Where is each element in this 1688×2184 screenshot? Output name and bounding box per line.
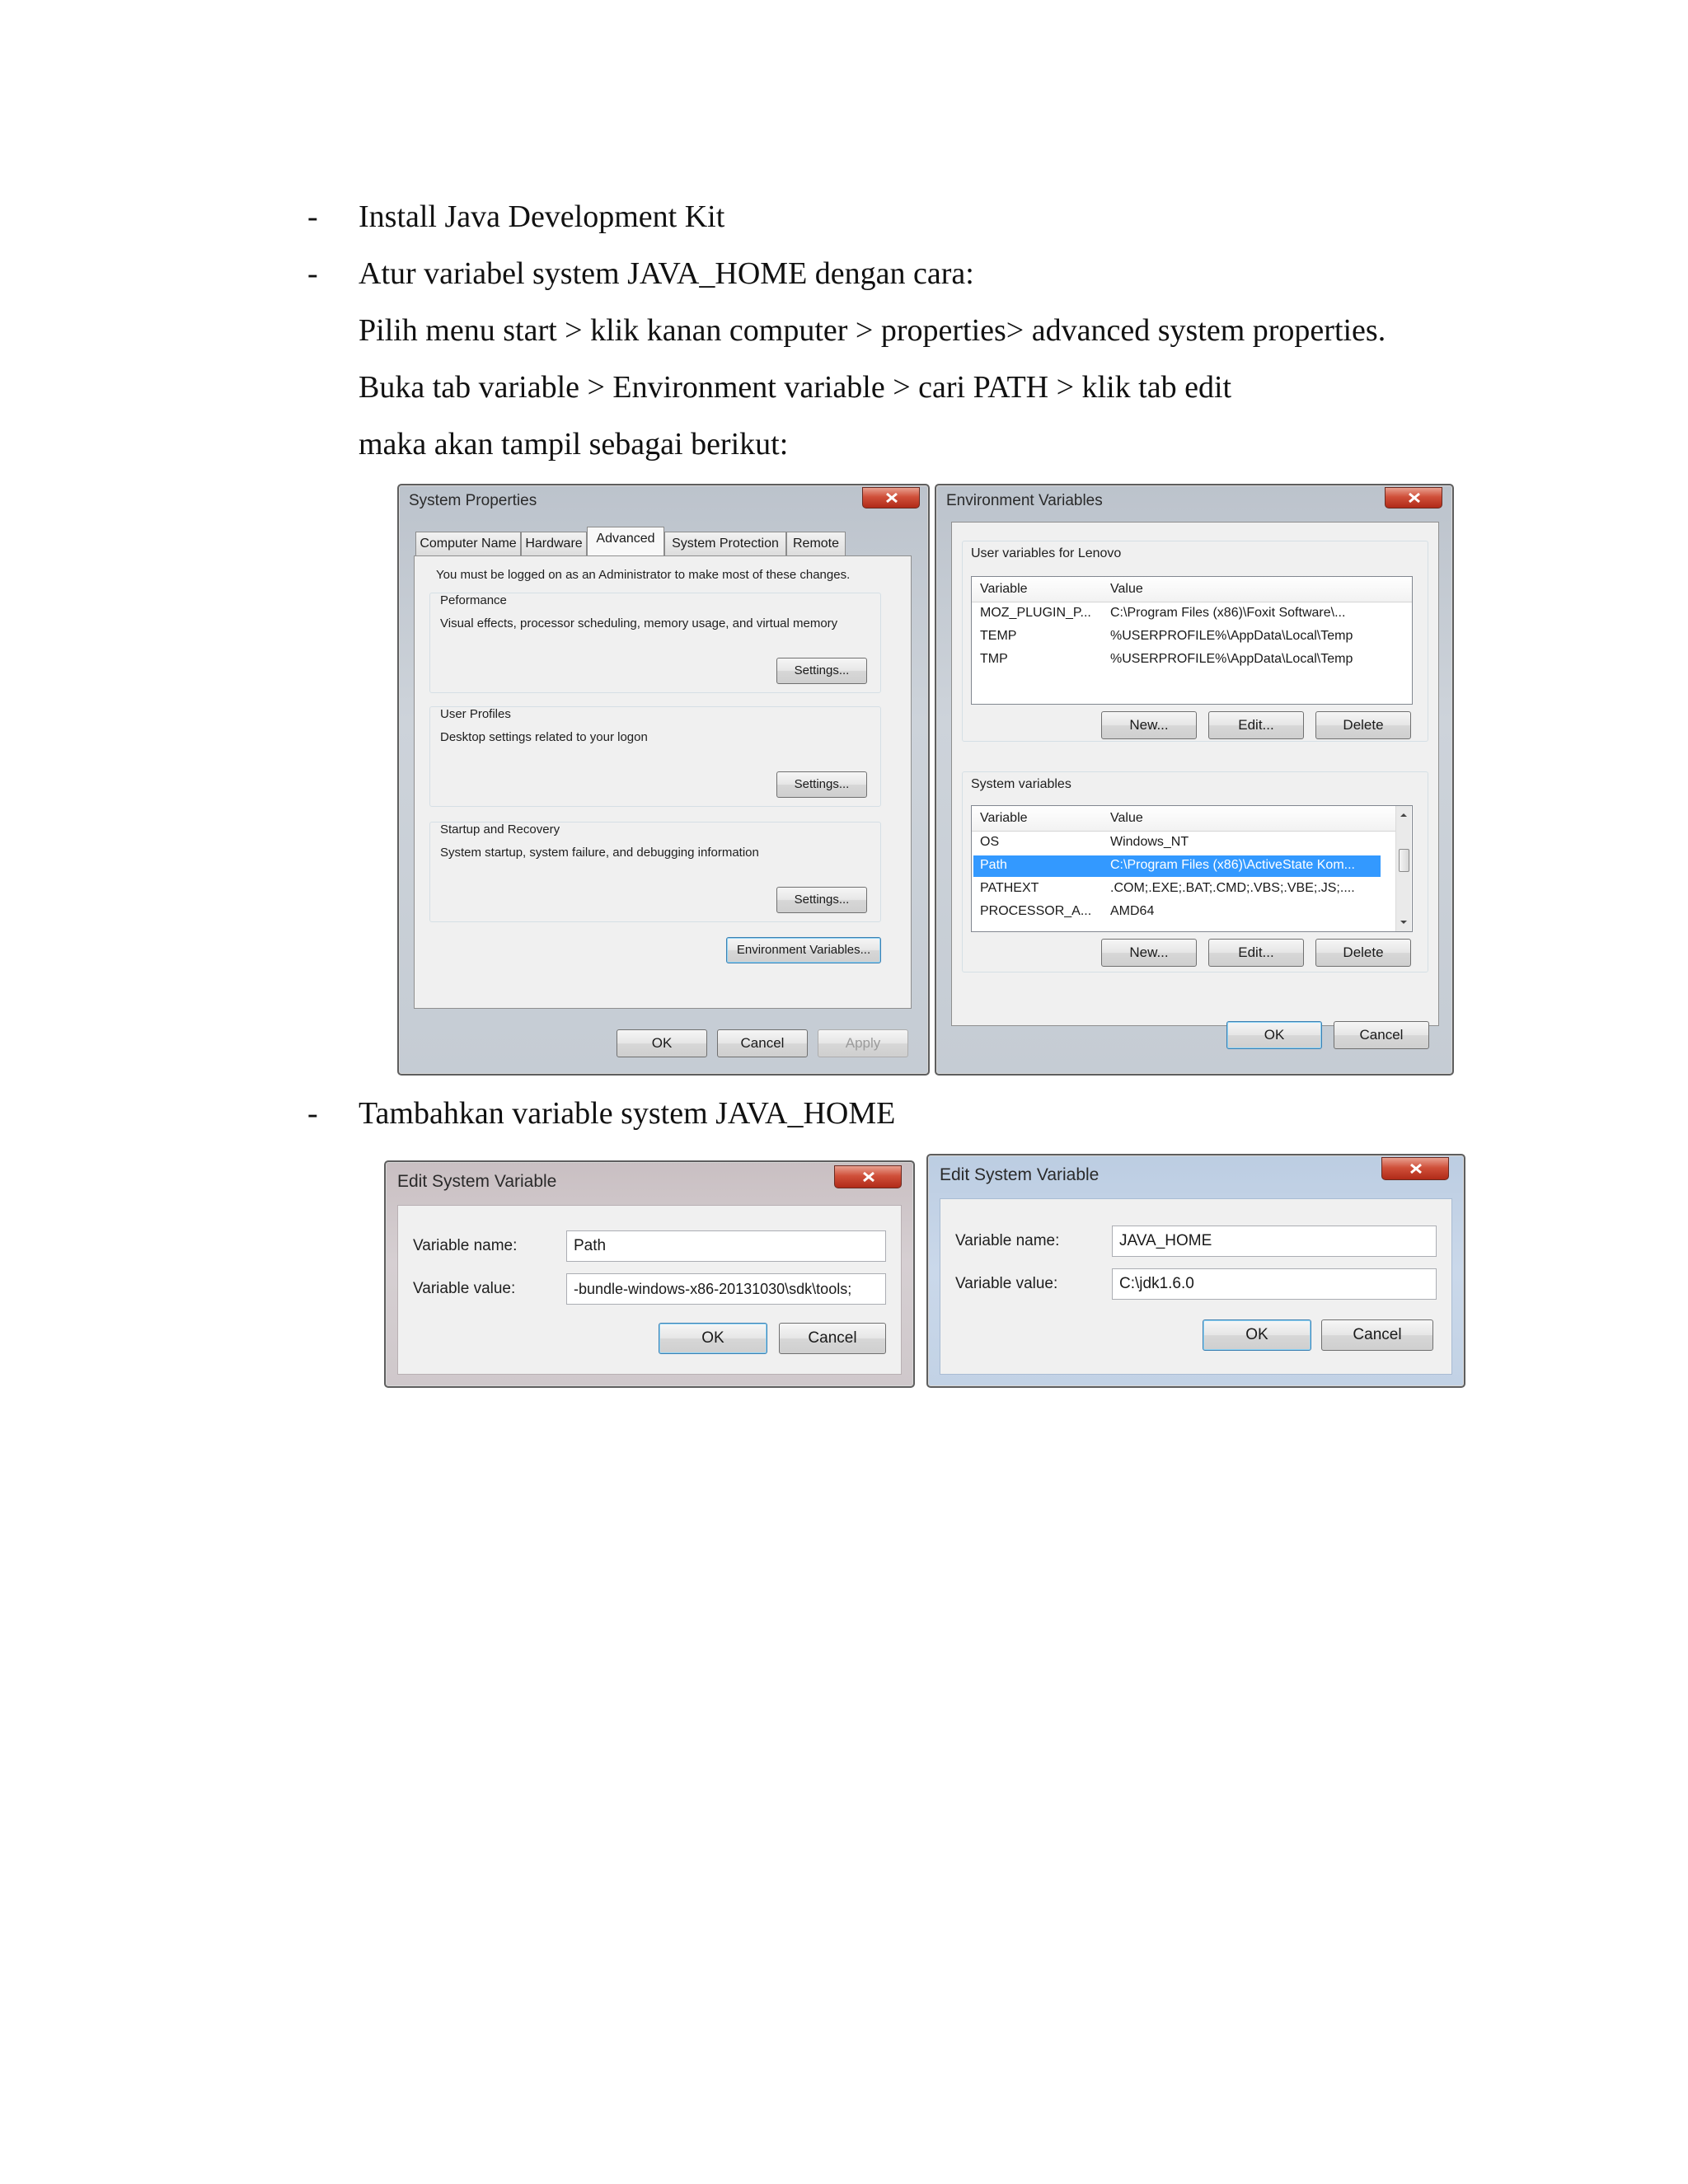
group-title: User variables for Lenovo <box>971 546 1122 560</box>
vertical-scrollbar[interactable] <box>1395 806 1411 931</box>
scroll-down-icon <box>1396 916 1411 928</box>
line-result-intro: maka akan tampil sebagai berikut: <box>359 427 789 462</box>
bullet-dash: - <box>307 256 318 291</box>
variable-value: %USERPROFILE%\AppData\Local\Temp <box>1110 652 1353 666</box>
bullet-dash: - <box>307 1096 318 1131</box>
performance-group <box>429 593 881 693</box>
ok-button[interactable]: OK <box>659 1323 767 1354</box>
environment-variables-button[interactable]: Environment Variables... <box>726 937 881 963</box>
column-header-value[interactable]: Value <box>1110 582 1143 596</box>
line-set-java-home: Atur variabel system JAVA_HOME dengan cara: <box>359 256 974 291</box>
group-title: User Profiles <box>440 707 511 721</box>
line-install-jdk: Install Java Development Kit <box>359 199 725 234</box>
close-icon <box>1407 492 1422 504</box>
column-header-variable[interactable]: Variable <box>980 582 1028 596</box>
window-title: Edit System Variable <box>397 1172 557 1191</box>
list-item[interactable] <box>973 879 1381 900</box>
variable-name: TMP <box>980 652 1008 666</box>
line-add-variable: Tambahkan variable system JAVA_HOME <box>359 1096 896 1131</box>
list-item[interactable] <box>973 603 1386 625</box>
variable-name-input[interactable]: JAVA_HOME <box>1112 1226 1437 1257</box>
user-edit-button[interactable]: Edit... <box>1208 711 1304 739</box>
system-edit-button[interactable]: Edit... <box>1208 939 1304 967</box>
variable-value-label: Variable value: <box>413 1280 516 1297</box>
user-new-button[interactable]: New... <box>1101 711 1197 739</box>
variable-name-label: Variable name: <box>955 1232 1060 1249</box>
variable-name: Path <box>980 858 1007 872</box>
close-icon <box>884 492 899 504</box>
close-button[interactable] <box>1385 487 1442 509</box>
startup-recovery-group <box>429 822 881 922</box>
title-bar <box>936 485 1452 522</box>
user-variables-group <box>962 541 1428 742</box>
ok-button[interactable]: OK <box>617 1029 707 1057</box>
close-button[interactable] <box>1381 1157 1449 1180</box>
edit-path-dialog <box>384 1160 915 1388</box>
variable-value: C:\Program Files (x86)\ActiveState Kom... <box>1110 858 1355 872</box>
list-item[interactable] <box>973 902 1381 923</box>
edit-panel <box>397 1205 902 1375</box>
cancel-button[interactable]: Cancel <box>717 1029 808 1057</box>
tab-remote[interactable]: Remote <box>786 532 846 556</box>
close-button[interactable] <box>862 487 920 509</box>
title-bar <box>399 485 928 522</box>
variable-name: TEMP <box>980 629 1017 643</box>
environment-variables-panel <box>951 522 1439 1026</box>
group-title: Startup and Recovery <box>440 823 560 837</box>
variable-name: MOZ_PLUGIN_P... <box>980 606 1091 620</box>
edit-java-home-dialog <box>926 1154 1465 1388</box>
list-header <box>972 806 1395 832</box>
user-variables-list[interactable] <box>971 576 1413 705</box>
variable-name: OS <box>980 835 1000 849</box>
window-title: System Properties <box>409 492 537 509</box>
variable-value: %USERPROFILE%\AppData\Local\Temp <box>1110 629 1353 643</box>
tab-hardware[interactable]: Hardware <box>521 532 587 556</box>
variable-value-input[interactable]: -bundle-windows-x86-20131030\sdk\tools; <box>566 1273 886 1305</box>
cancel-button[interactable]: Cancel <box>1334 1021 1429 1049</box>
ok-button[interactable]: OK <box>1203 1319 1311 1351</box>
variable-name-input[interactable]: Path <box>566 1230 886 1262</box>
cancel-button[interactable]: Cancel <box>1321 1319 1433 1351</box>
variable-value: .COM;.EXE;.BAT;.CMD;.VBS;.VBE;.JS;.... <box>1110 881 1355 895</box>
advanced-tab-panel <box>414 555 912 1009</box>
startup-settings-button[interactable]: Settings... <box>776 887 867 913</box>
variable-value: Windows_NT <box>1110 835 1189 849</box>
system-delete-button[interactable]: Delete <box>1315 939 1411 967</box>
performance-settings-button[interactable]: Settings... <box>776 658 867 684</box>
tab-computer-name[interactable]: Computer Name <box>415 532 521 556</box>
list-item[interactable] <box>973 649 1386 671</box>
title-bar <box>928 1155 1464 1192</box>
group-title: Peformance <box>440 593 507 607</box>
bullet-dash: - <box>307 199 318 234</box>
list-item[interactable] <box>973 832 1381 854</box>
user-profiles-settings-button[interactable]: Settings... <box>776 771 867 798</box>
close-icon <box>1409 1163 1423 1174</box>
window-title: Edit System Variable <box>940 1165 1100 1184</box>
environment-variables-dialog <box>935 484 1454 1076</box>
tab-system-protection[interactable]: System Protection <box>664 532 786 556</box>
system-new-button[interactable]: New... <box>1101 939 1197 967</box>
list-header <box>972 577 1412 602</box>
line-tab-steps: Buka tab variable > Environment variable > cari PATH > klik tab edit <box>359 370 1232 405</box>
close-button[interactable] <box>834 1165 902 1188</box>
variable-name: PROCESSOR_A... <box>980 904 1092 918</box>
variable-value: C:\Program Files (x86)\Foxit Software\... <box>1110 606 1346 620</box>
group-description: System startup, system failure, and debugging information <box>440 846 759 860</box>
scroll-up-icon <box>1396 809 1411 821</box>
close-icon <box>861 1171 876 1183</box>
tab-advanced[interactable]: Advanced <box>587 527 664 556</box>
variable-value-label: Variable value: <box>955 1275 1058 1292</box>
system-properties-dialog <box>397 484 930 1076</box>
cancel-button[interactable]: Cancel <box>779 1323 886 1354</box>
user-delete-button[interactable]: Delete <box>1315 711 1411 739</box>
variable-value-input[interactable]: C:\jdk1.6.0 <box>1112 1268 1437 1300</box>
variable-value: AMD64 <box>1110 904 1155 918</box>
group-title: System variables <box>971 777 1071 791</box>
user-profiles-group <box>429 706 881 807</box>
column-header-value[interactable]: Value <box>1110 811 1143 825</box>
group-description: Visual effects, processor scheduling, memory usage, and virtual memory <box>440 616 838 630</box>
window-title: Environment Variables <box>946 492 1103 509</box>
group-description: Desktop settings related to your logon <box>440 730 648 744</box>
list-item-selected[interactable] <box>973 855 1381 877</box>
variable-name: PATHEXT <box>980 881 1039 895</box>
system-variables-group <box>962 771 1428 972</box>
title-bar <box>386 1162 913 1198</box>
variable-name-label: Variable name: <box>413 1237 518 1254</box>
apply-button[interactable]: Apply <box>818 1029 908 1057</box>
ok-button[interactable]: OK <box>1226 1021 1322 1049</box>
edit-panel <box>940 1198 1452 1375</box>
scroll-thumb[interactable] <box>1399 849 1409 872</box>
admin-note: You must be logged on as an Administrator to make most of these changes. <box>436 568 851 582</box>
line-menu-steps: Pilih menu start > klik kanan computer > properties> advanced system properties. <box>359 313 1386 348</box>
system-variables-list[interactable] <box>971 805 1413 932</box>
list-item[interactable] <box>973 626 1386 648</box>
column-header-variable[interactable]: Variable <box>980 811 1028 825</box>
